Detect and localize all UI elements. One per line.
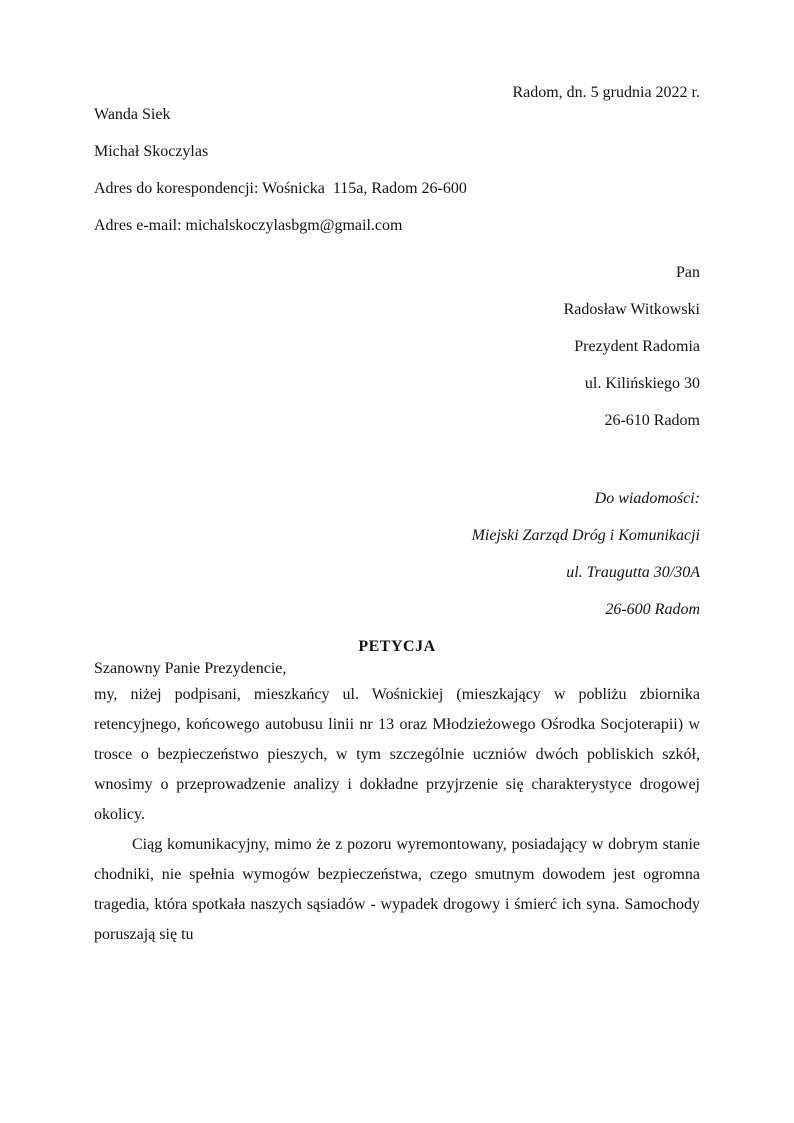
recipient-honorific: Pan (676, 264, 700, 281)
salutation: Szanowny Panie Prezydencie, (94, 660, 287, 677)
body-paragraph-1: my, niżej podpisani, mieszkańcy ul. Wośnickiej (mieszkający w pobliżu zbiornika retencyjnego, końcowego autobusu linii nr 13 oraz Młodzieżowego Ośrodka Socjoterapii) w trosce o bezpieczeństwo pieszych, w tym szczególnie uczniów dwóch pobliskich szkół, wnosimy o przeprowadzenie analizy i dokładne przyjrzenie się charakterystyce drogowej okolicy. (94, 686, 700, 823)
sender-block (94, 104, 700, 237)
recipient-block (94, 262, 700, 432)
cc-street: ul. Traugutta 30/30A (566, 564, 700, 581)
cc-organization: Miejski Zarząd Dróg i Komunikacji (471, 527, 700, 544)
cc-heading: Do wiadomości: (594, 490, 700, 507)
sender-name-1: Wanda Siek (94, 106, 171, 123)
petition-title: PETYCJA (358, 638, 436, 655)
date-line: Radom, dn. 5 grudnia 2022 r. (512, 84, 700, 101)
sender-postal-address: Adres do korespondencji: Wośnicka 115a, Radom 26-600 (94, 180, 467, 197)
sender-name-2: Michał Skoczylas (94, 143, 209, 160)
sender-email-address: Adres e-mail: michalskoczylasbgm@gmail.com (94, 217, 403, 234)
recipient-city: 26-610 Radom (604, 412, 700, 429)
cc-city: 26-600 Radom (605, 601, 700, 618)
recipient-title: Prezydent Radomia (574, 338, 700, 355)
body-paragraph-2: Ciąg komunikacyjny, mimo że z pozoru wyremontowany, posiadający w dobrym stanie chodniki, nie spełnia wymogów bezpieczeństwa, czego smutnym dowodem jest ogromna tragedia, która spotkała naszych sąsiadów - wypadek drogowy i śmierć ich syna. Samochody poruszają się tu (94, 836, 700, 943)
recipient-street: ul. Kilińskiego 30 (584, 375, 700, 392)
recipient-name: Radosław Witkowski (563, 301, 700, 318)
cc-block (94, 488, 700, 621)
